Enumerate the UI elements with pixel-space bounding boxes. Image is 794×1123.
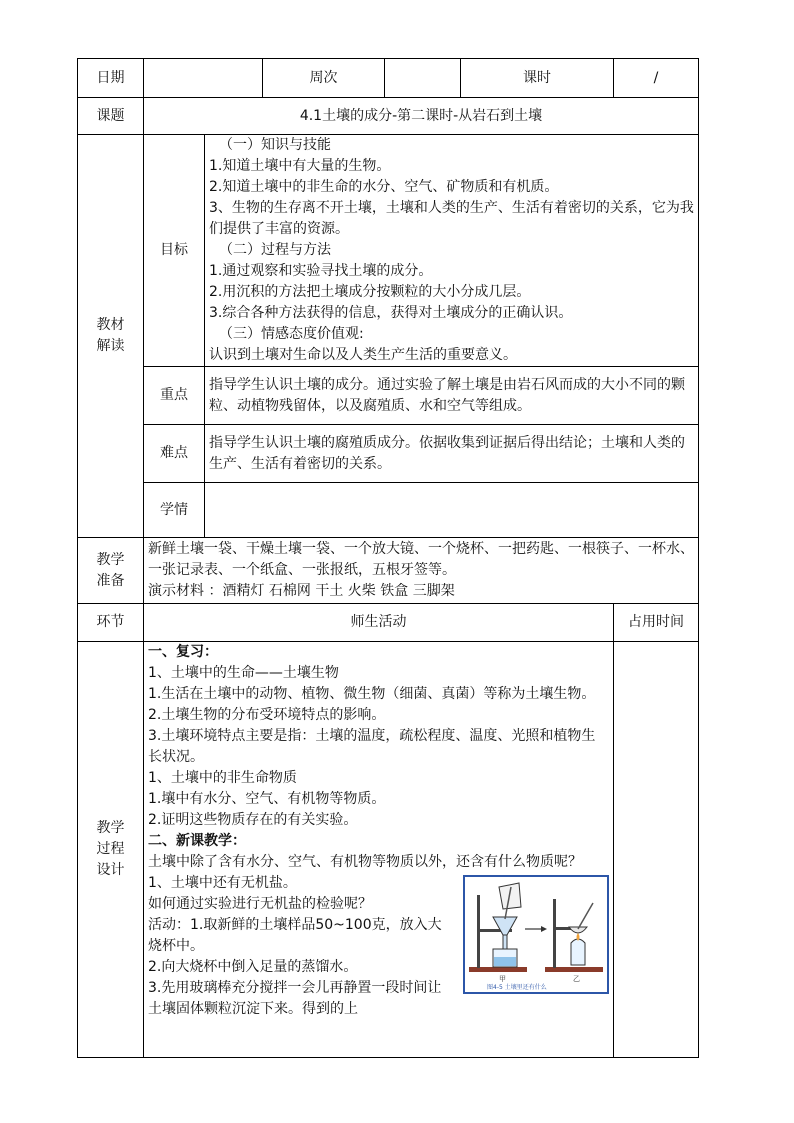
process-label-line2: 过程	[96, 841, 125, 857]
goals-heading-2: （二）过程与方法	[219, 242, 331, 258]
material-label	[78, 135, 144, 538]
process-label	[78, 642, 144, 1058]
goals-heading-3: （三）情感态度价值观:	[219, 326, 364, 342]
new-lesson-intro: 土壤中除了含有水分、空气、有机物等物质以外，还含有什么物质呢？	[148, 854, 582, 870]
stage-header: 环节	[78, 604, 144, 642]
goals-item: 2.知道土壤中的非生命的水分、空气、矿物质和有机质。	[209, 179, 559, 195]
prep-materials: 新鲜土壤一袋、干燥土壤一袋、一个放大镜、一个烧杯、一把药匙、一根筷子、一杯水、一张记录表、一个纸盒、一张报纸，五根牙签等。	[148, 541, 694, 578]
difficulty-label: 难点	[144, 425, 205, 483]
process-content	[144, 642, 614, 1058]
students-label: 学情	[144, 483, 205, 538]
goals-item: 3、生物的生存离不开土壤，土壤和人类的生产、生活有着密切的关系，它为我们提供了丰富的资源。	[209, 200, 694, 237]
new-lesson-item: 3.先用玻璃棒充分搅拌一会儿再静置一段时间让土壤固体颗粒沉淀下来。得到的上	[148, 980, 442, 1017]
lesson-plan-table	[77, 58, 699, 1058]
material-label-line1: 教材	[96, 317, 125, 333]
topic-value: 4.1土壤的成分-第二课时-从岩石到土壤	[144, 98, 699, 135]
beaker-liquid	[494, 957, 516, 966]
process-label-line3: 设计	[96, 862, 125, 878]
new-lesson-item: 如何通过实验进行无机盐的检验呢？	[148, 896, 372, 912]
date-label: 日期	[78, 59, 144, 98]
week-label: 周次	[263, 59, 385, 98]
review-title: 一、复习：	[148, 644, 218, 660]
time-header: 占用时间	[614, 604, 699, 642]
arrow-head	[541, 926, 547, 932]
new-lesson-item: 活动：1.取新鲜的土壤样品50~100克，放入大烧杯中。	[148, 917, 442, 954]
process-label-line1: 教学	[96, 820, 125, 836]
activity-header: 师生活动	[144, 604, 614, 642]
label-b: 乙	[573, 975, 580, 983]
prep-content	[144, 538, 699, 604]
stirring-rod	[578, 903, 593, 929]
goals-heading-1: （一）知识与技能	[219, 137, 331, 153]
prep-label	[78, 538, 144, 604]
review-item: 3.土壤环境特点主要是指：土壤的温度，疏松程度、温度、光照和植物生长状况。	[148, 728, 596, 765]
review-item: 2.证明这些物质存在的有关实验。	[148, 812, 358, 828]
prep-label-line2: 准备	[96, 572, 125, 589]
topic-label: 课题	[78, 98, 144, 135]
alcohol-lamp	[571, 939, 585, 965]
new-lesson-item: 2.向大烧杯中倒入足量的蒸馏水。	[148, 959, 358, 975]
stand-rod-right	[553, 899, 556, 968]
period-label: 课时	[461, 59, 614, 98]
difficulty-text: 指导学生认识土壤的腐殖质成分。依据收集到证据后得出结论；土壤和人类的生产、生活有着密切的关系。	[205, 425, 699, 483]
key-text: 指导学生认识土壤的成分。通过实验了解土壤是由岩石风而成的大小不同的颗粒、动植物残留体，以及腐殖质、水和空气等组成。	[205, 367, 699, 425]
new-lesson-title: 二、新课教学：	[148, 833, 246, 849]
process-time[interactable]	[614, 642, 699, 1058]
goals-item: 认识到土壤对生命以及人类生产生活的重要意义。	[209, 347, 517, 363]
review-item: 1、土壤中的生命——土壤生物	[148, 665, 339, 681]
date-value[interactable]	[144, 59, 263, 98]
week-value[interactable]	[385, 59, 461, 98]
goals-item: 3.综合各种方法获得的信息，获得对土壤成分的正确认识。	[209, 305, 573, 321]
material-label-line2: 解读	[96, 338, 125, 354]
experiment-diagram	[465, 877, 607, 992]
goals-item: 1.知道土壤中有大量的生物。	[209, 158, 391, 174]
students-text[interactable]	[205, 483, 699, 538]
goals-content	[205, 135, 699, 367]
label-a: 甲	[499, 975, 506, 983]
new-lesson-item: 1、土壤中还有无机盐。	[148, 875, 297, 891]
goals-label: 目标	[144, 135, 205, 367]
period-value: /	[614, 59, 699, 98]
goals-item: 2.用沉积的方法把土壤成分按颗粒的大小分成几层。	[209, 284, 531, 300]
funnel	[493, 917, 517, 935]
figure-caption: 图4-5 土壤里还有什么	[487, 984, 547, 991]
goals-item: 1.通过观察和实验寻找土壤的成分。	[209, 263, 433, 279]
review-item: 1.生活在土壤中的动物、植物、微生物（细菌、真菌）等称为土壤生物。	[148, 686, 596, 702]
funnel-stem	[503, 935, 507, 949]
prep-label-line1: 教学	[96, 551, 125, 568]
review-item: 2.土壤生物的分布受环境特点的影响。	[148, 707, 386, 723]
key-label: 重点	[144, 367, 205, 425]
review-item: 1、土壤中的非生命物质	[148, 770, 297, 786]
prep-demo-materials: 演示材料 ：酒精灯 石棉网 干土 火柴 铁盒 三脚架	[148, 583, 455, 599]
review-item: 1.壤中有水分、空气、有机物等物质。	[148, 791, 386, 807]
experiment-figure	[463, 875, 609, 994]
